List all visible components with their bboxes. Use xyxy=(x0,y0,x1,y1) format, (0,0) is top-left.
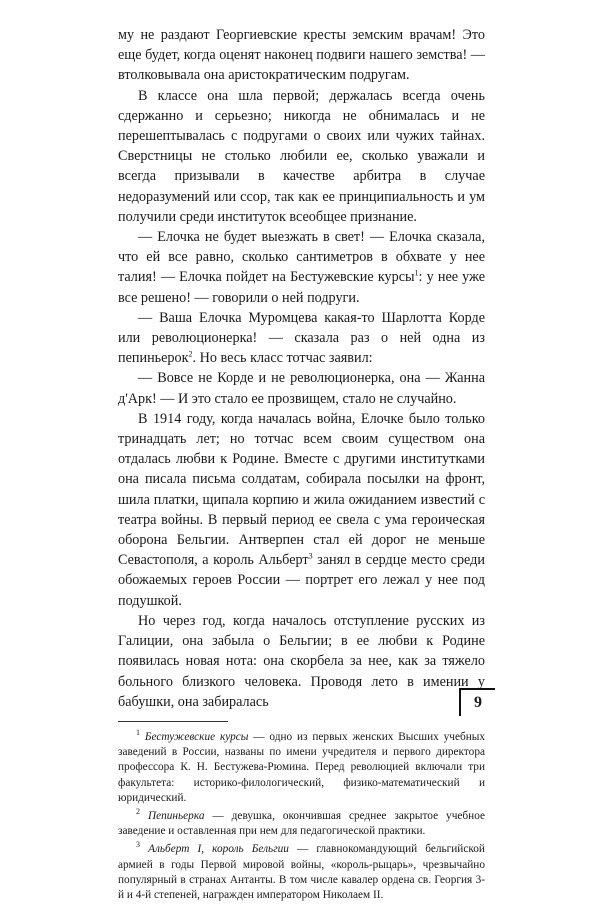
paragraph-4: — Ваша Елочка Муромцева какая-то Шарлотта Корде или революционерка! — сказала раз о ней одна из пепиньерок$^2$. Но весь класс тотчас заявил: xyxy=(118,309,485,367)
paragraph-2: В классе она шла первой; держалась всегда очень сдержанно и серьезно; никогда не обнималась и не перешептывалась с подругами о своих или чужих тайнах. Сверстницы не столько любили ее, сколько уважали и всегда призывали в качестве арбитра в случае недоразумений или ссор, так как ее принципиальность и ум получили среди институток всеобщее признание. xyxy=(118,87,485,225)
page-number: 9 xyxy=(459,688,495,716)
page-content xyxy=(118,25,485,906)
paragraph-5: — Вовсе не Корде и не революционерка, она — Жанна д'Арк! — И это стало ее прозвищем, стало не случайно. xyxy=(118,370,485,407)
main-text xyxy=(118,25,485,712)
footnote-ref-2: 2 xyxy=(188,349,193,359)
footnote-ref-3: 3 xyxy=(308,551,313,561)
paragraph-7: Но через год, когда началось отступление русских из Галиции, она забыла о Бельгии; в ее любви к Родине появилась новая нота: она скорбела за нее, как за тяжело больного близкого человека. Проводя лето в имении у бабушки, она забиралась xyxy=(118,612,485,710)
footnotes xyxy=(118,730,485,903)
paragraph-3: — Елочка не будет выезжать в свет! — Елочка сказала, что ей все равно, сколько сантиметров в обхвате у нее талия! — Елочка пойдет на Бестужевские курсы$^1$: у нее уже все решено! — говорили о ней подруги. xyxy=(118,229,486,306)
footnote-2: $^2$ Пепиньерка — девушка, окончившая среднее закрытое учебное заведение и оставленная при нем для педагогической практики. xyxy=(118,807,485,838)
footnote-1: $^1$ Бестужевские курсы — одно из первых женских Высших учебных заведений в России, названы по имени учредителя и первого директора профессора К. Н. Бестужева-Рюмина. Перед революцией включали три факультета: историко-филологический, физико-математический и юридический. xyxy=(118,728,486,804)
paragraph-1: му не раздают Георгиевские кресты земским врачам! Это еще будет, когда оценят наконец подвиги нашего земства! — втолковывала она аристократическим подругам. xyxy=(118,27,485,84)
footnote-divider xyxy=(118,721,228,722)
paragraph-6: В 1914 году, когда началась война, Елочке было только тринадцать лет; но тотчас всем своим существом она отдалась любви к Родине. Вместе с другими институтками она писала письма солдатам, собирала посылки на фронт, шила платки, щипала корпию и жила ожиданием известий с театра войны. В первый период ее свела с ума героическая оборона Бельгии. Антверпен стал ей дорог не меньше Севастополя, а король Альберт$^3$ занял в сердце место среди обожаемых героев России — портрет его лежал у нее под подушкой. xyxy=(118,410,485,609)
footnote-ref-1: 1 xyxy=(414,268,419,278)
footnote-3: $^3$ Альберт I, король Бельгии — главнокомандующий бельгийской армией в годы Первой мировой войны, «король-рыцарь», чрезвычайно популярный в странах Антанты. В том числе кавалер ордена св. Георгия 3-й и 4-й степеней, награжден императором Николаем II. xyxy=(118,840,485,901)
